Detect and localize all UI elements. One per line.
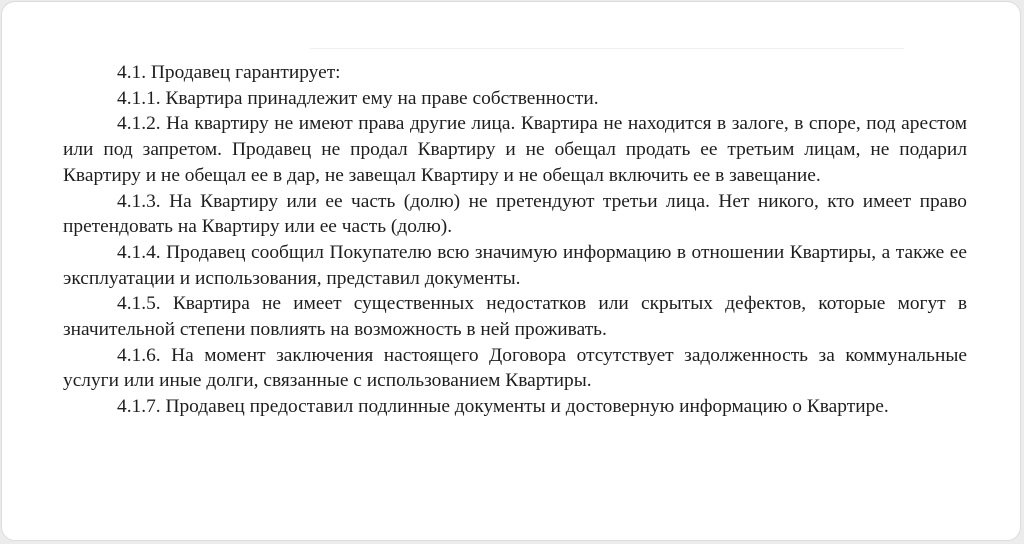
clause-4-1: 4.1. Продавец гарантирует: [117,62,341,83]
clause-4-1-2: 4.1.2. На квартиру не имеют права другие лица. Квартира не находится в залоге, в споре, под арестом или под запретом. Продавец не продал Квартиру и не обещал продать ее третьим лицам, не подарил Квартиру и не обещал ее в дар, не завещал Квартиру и не обещал включить ее в завещание. [63,113,967,186]
clause-4-1-3: 4.1.3. На Квартиру или ее часть (долю) не претендуют третьи лица. Нет никого, кто имеет право претендовать на Квартиру или ее часть (долю). [63,190,967,238]
clause-4-1-7: 4.1.7. Продавец предоставил подлинные документы и достоверную информацию о Квартире. [117,396,889,418]
clause-4-1-5: 4.1.5. Квартира не имеет существенных недостатков или скрытых дефектов, которые могут в значительной степени повлиять на возможность в ней проживать. [63,293,967,341]
clause-4-1-4: 4.1.4. Продавец сообщил Покупателю всю значимую информацию в отношении Квартиры, а также ее эксплуатации и использования, представил документы. [63,241,967,289]
contract-text [63,60,967,420]
document-card [1,1,1021,541]
clause-4-1-6: 4.1.6. На момент заключения настоящего Договора отсутствует задолженность за коммунальные услуги или иные долги, связанные с использованием Квартиры. [63,344,967,392]
clause-4-1-1: 4.1.1. Квартира принадлежит ему на праве собственности. [117,87,599,109]
top-divider [310,48,904,49]
